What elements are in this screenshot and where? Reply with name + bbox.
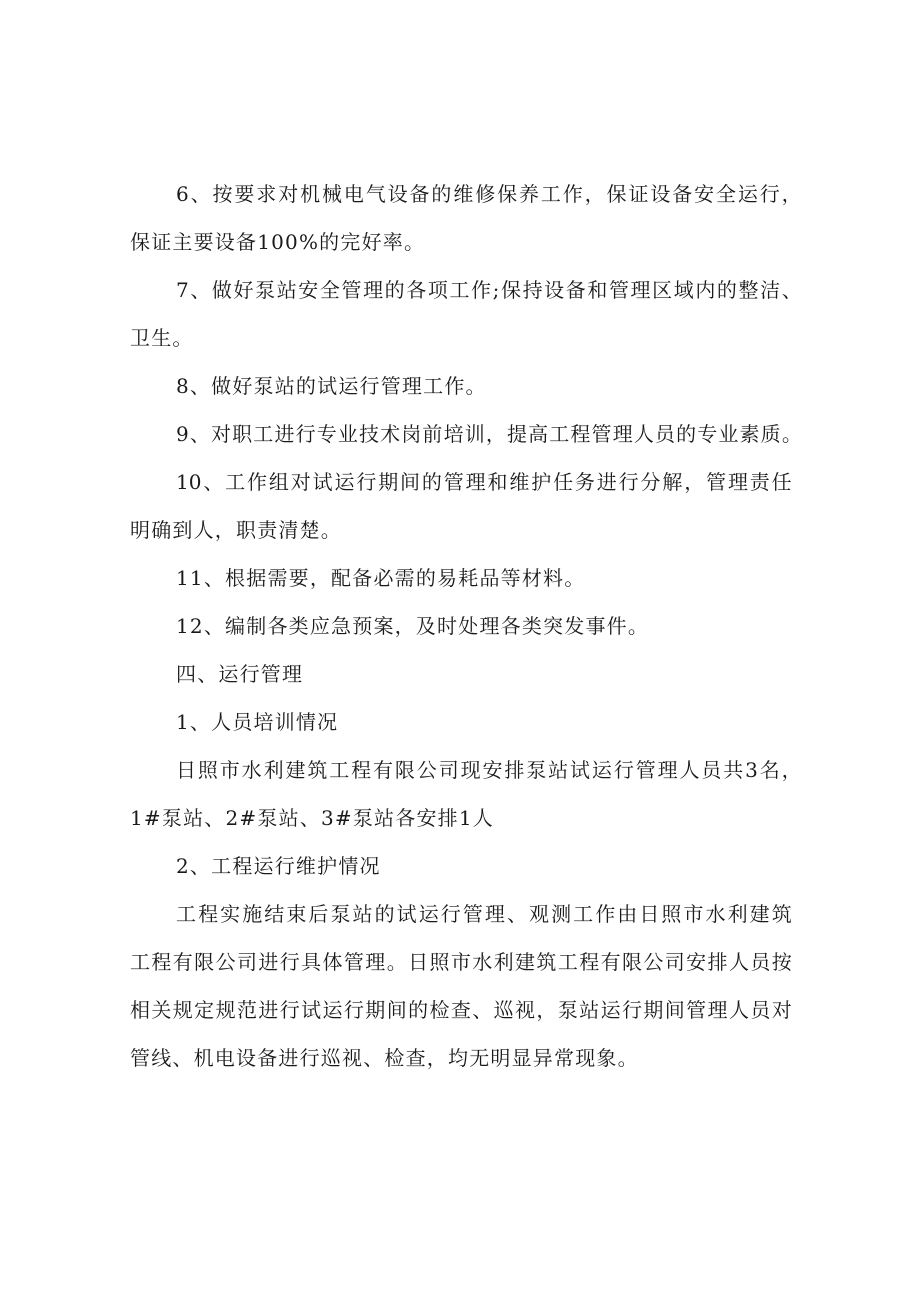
text-line-item-10: 10 、 工 作 组 对 试 运 行 期 间 的 管 理 和 维 护 任 务 进 行 分 解 ， 管 理 责 任	[176, 470, 792, 494]
text-line-maintenance-1: 工 程 实 施 结 束 后 泵 站 的 试 运 行 管 理 、 观 测 工 作 由 日 照 市 水 利 建 筑	[176, 902, 792, 926]
text-line-item-6: 6 、 按 要 求 对 机 械 电 气 设 备 的 维 修 保 养 工 作 ， 保 证 设 备 安 全 运 行 ，	[176, 182, 802, 206]
text-line-item-10-cont: 明确到人，职责清楚。	[130, 518, 342, 542]
text-line-maintenance-2: 工 程 有 限 公 司 进 行 具 体 管 理 。 日 照 市 水 利 建 筑 工 程 有 限 公 司 安 排 人 员 按	[130, 950, 792, 974]
text-line-staff: 日 照 市 水 利 建 筑 工 程 有 限 公 司 现 安 排 泵 站 试 运 行 管 理 人 员 共 3 名 ，	[176, 758, 802, 782]
text-line-maintenance-3: 相 关 规 定 规 范 进 行 试 运 行 期 间 的 检 查 、 巡 视 ， 泵 站 运 行 期 间 管 理 人 员 对	[130, 998, 792, 1022]
section-heading-operation-management: 四、运行管理	[176, 662, 304, 686]
text-line-item-7: 7 、 做 好 泵 站 安 全 管 理 的 各 项 工 作 ; 保 持 设 备 和 管 理 区 域 内 的 整 洁 、	[176, 278, 802, 302]
text-line-item-12: 12、编制各类应急预案，及时处理各类突发事件。	[176, 614, 650, 638]
text-line-item-8: 8、做好泵站的试运行管理工作。	[176, 374, 487, 398]
subheading-staff-training: 1、人员培训情况	[176, 710, 339, 734]
text-line-item-6-cont: 保证主要设备100%的完好率。	[130, 230, 426, 254]
text-line-maintenance-4: 管线、机电设备进行巡视、检查，均无明显异常现象。	[130, 1046, 639, 1070]
text-line-item-9: 9 、 对 职 工 进 行 专 业 技 术 岗 前 培 训 ， 提 高 工 程 管 理 人 员 的 专 业 素 质 。	[176, 422, 802, 446]
subheading-maintenance: 2、工程运行维护情况	[176, 854, 381, 878]
text-line-staff-cont: 1#泵站、2#泵站、3#泵站各安排1人	[130, 806, 494, 830]
text-line-item-7-cont: 卫生。	[130, 326, 194, 350]
text-line-item-11: 11、根据需要，配备必需的易耗品等材料。	[176, 566, 586, 590]
